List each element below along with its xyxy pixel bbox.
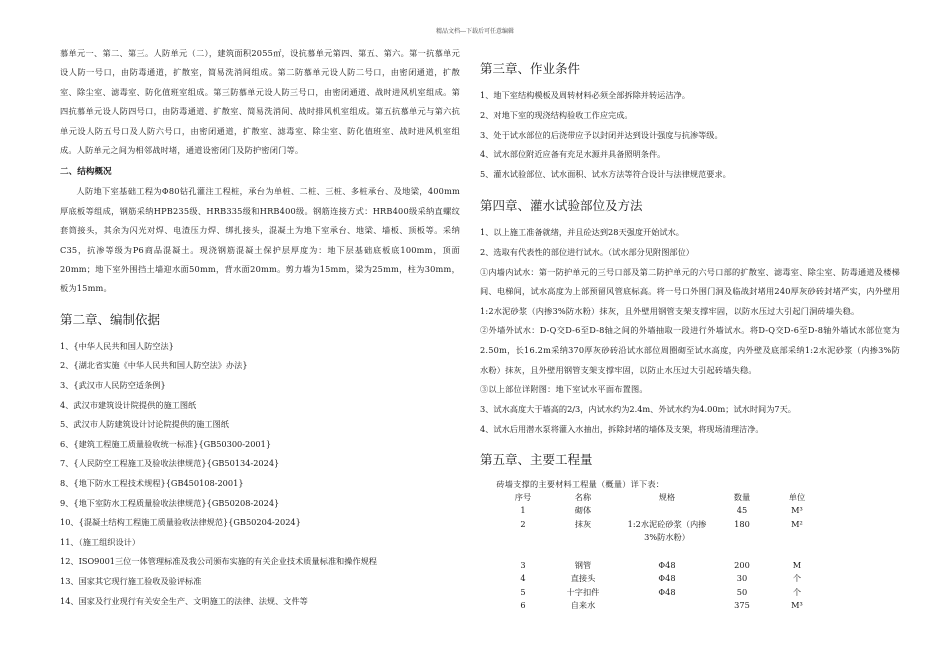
table-row — [502, 559, 822, 573]
list-item: 6、{建筑工程施工质量验收统一标准}{GB50300-2001} — [60, 438, 272, 449]
chapter-5-title: 第五章、主要工程量 — [480, 452, 593, 468]
table-cell: 5 — [520, 586, 526, 597]
materials-table — [502, 491, 822, 613]
table-cell: Φ48 — [658, 559, 676, 570]
table-row — [502, 504, 822, 518]
conditions-list — [480, 86, 900, 185]
table-cell: 2 — [520, 518, 526, 529]
column-header: 名称 — [574, 492, 592, 503]
table-cell: 十字扣件 — [566, 586, 600, 597]
structure-paragraph: 人防地下室基础工程为Φ80钻孔灌注工程桩，承台为单桩、二桩、三桩、多桩承台、及地梁，400mm厚底板等组成，钢筋采纳HPB235级、HRB335级和HRB400级。钢筋连接方式：HRB400级采纳直螺纹套筒接头，其余为闪光对焊、电渣压力焊、绑扎接头，混凝土为地下室承台、地梁、墙板、顶板等。采纳C35，抗渗等级为P6商品混凝土。现浇钢筋混凝土保护层厚度为：地下层基础底板底100mm，顶面20mm；地下室外围挡土墙迎水面50mm，背水面20mm。剪力墙为15mm，梁为25mm，柱为30mm，板为15mm。 — [60, 186, 460, 294]
table-cell: 3 — [520, 559, 526, 570]
method-outer-wall-paragraph: ②外墙外试水：D-Q交D-6至D-8轴之间的外墙抽取一段进行外墙试水。将D-Q交D-6至D-8轴外墙试水部位宽为2.50m，长16.2m采纳370厚灰砂砖沿试水部位周圈砌至试水高度，内外壁及底部采纳1:2水泥砂浆（内掺3%防水粉）抹灰，且外壁用钢管支架支撑牢固，以防止水压过大引起砖墙失稳。 — [480, 325, 900, 375]
column-header: 单位 — [788, 492, 806, 503]
table-cell: 375 — [734, 600, 750, 611]
list-item: 2、对地下室的现浇结构验收工作应完成。 — [480, 109, 633, 120]
list-item: 1、{中华人民共和国人防空法} — [60, 340, 174, 351]
method-list-continued — [480, 400, 900, 440]
list-item: 3、{武汉市人民防空适条例} — [60, 380, 166, 391]
table-cell: 钢管 — [574, 559, 592, 570]
list-item: 14、国家及行业现行有关安全生产、文明施工的法律、法规、文件等 — [60, 595, 308, 606]
list-item: 2、{湖北省实施《中华人民共和国人防空法》办法} — [60, 360, 248, 371]
right-column — [480, 44, 900, 613]
table-cell: 自来水 — [570, 600, 596, 611]
table-row — [502, 586, 822, 600]
table-cell: M — [792, 559, 802, 570]
table-cell: 200 — [734, 559, 750, 570]
table-cell: 个 — [792, 573, 802, 584]
list-item: 3、处于试水部位的后浇带应予以封闭并达到设计强度与抗渗等级。 — [480, 129, 723, 140]
table-cell: 个 — [792, 586, 802, 597]
table-cell: 6 — [520, 600, 526, 611]
list-item: 8、{地下防水工程技术规程}{GB450108-2001} — [60, 478, 244, 489]
section-structure-title: 二、结构概况 — [60, 167, 112, 178]
method-list — [480, 223, 900, 263]
table-cell — [622, 504, 712, 518]
list-item: 4、试水部位附近应备有充足水源并具备照明条件。 — [480, 149, 666, 160]
table-cell: M³ — [791, 505, 803, 516]
table-cell: 50 — [736, 586, 748, 597]
table-cell: 砌体 — [574, 505, 592, 516]
list-item: 9、{地下室防水工程质量验收法律规范}{GB50208-2024} — [60, 497, 280, 508]
table-cell: 1:2水泥砼砂浆（内掺3%防水粉） — [627, 518, 707, 543]
table-row — [502, 599, 822, 613]
table-cell: Φ48 — [658, 573, 676, 584]
list-item: 10、{混凝土结构工程施工质量验收法律规范}{GB50204-2024} — [60, 517, 301, 528]
page-header-note: 精品文档---下载后可任意编辑 — [435, 28, 515, 35]
list-item: 2、选取有代表性的部位进行试水。（试水部分见附图部位） — [480, 246, 694, 257]
table-row — [502, 572, 822, 586]
list-item: 3、试水高度大于墙高的2/3，内试水约为2.4m、外试水约为4.00m；试水时间为7天。 — [480, 403, 796, 414]
basis-list — [60, 337, 460, 611]
table-cell: M³ — [791, 600, 803, 611]
table-cell — [622, 599, 712, 613]
list-item: 7、{人民防空工程施工及验收法律规范}{GB50134-2024} — [60, 458, 280, 469]
list-item: 4、武汉市建筑设计院提供的施工图纸 — [60, 399, 197, 410]
chapter-2-title: 第二章、编制依据 — [60, 311, 161, 327]
column-header: 规格 — [658, 492, 676, 503]
table-row — [502, 518, 822, 559]
table-header-row — [502, 491, 822, 504]
list-item: 13、国家其它现行施工验收及验评标准 — [60, 576, 202, 586]
table-cell: 180 — [734, 518, 750, 529]
list-item: 1、地下室结构模板及周转材料必须全部拆除并转运洁净。 — [480, 90, 690, 100]
column-header: 数量 — [733, 492, 751, 503]
list-item: 4、试水后用潜水泵将灌入水抽出，拆除封堵的墙体及支架，将现场清理洁净。 — [480, 423, 764, 434]
table-cell: Φ48 — [658, 586, 676, 597]
table-cell: 4 — [520, 573, 526, 584]
list-item: 5、武汉市人防建筑设计讨论院提供的施工图纸 — [60, 419, 229, 430]
list-item: 12、ISO9001三位一体管理标准及我公司颁布实施的有关企业技术质量标准和操作规程 — [60, 556, 377, 567]
intro-paragraph: 慕单元一、第二、第三。人防单元（二），建筑面积2055㎡，设抗慕单元第四、第五、第六。第一抗慕单元设人防一号口，由防毒通道，扩散室，简易洗消间组成。第二防慕单元设人防二号口，由密闭通道，扩散室、除尘室、滤毒室、防化值班室组成。第三防慕单元设人防三号口，由密闭通道、战时进风机室组成。第四抗慕单元设人防四号口，由防毒通道、扩散室、简易洗消间、战时排风机室组成。第五抗慕单元与第六抗单元设人防五号口及人防六号口，由密闭通道，扩散室、滤毒室、除尘室、防化值班室、战时进风机室组成。人防单元之间为相邻战时堵，通道设密闭门及防护密闭门等。 — [60, 48, 460, 156]
table-cell: 抹灰 — [574, 518, 592, 529]
column-header: 序号 — [514, 492, 532, 503]
table-cell: M² — [791, 518, 803, 529]
method-inner-wall-paragraph: ①内墙内试水：第一防护单元的三号口部及第二防护单元的六号口部的扩散室、滤毒室、除尘室、防毒通道及楼梯间、电梯间，试水高度为上部预留风管底标高。将一号口外围门洞及临战封堵用240厚灰砂砖封堵严实，内外壁用1:2水泥砂浆（内掺3%防水粉）抹灰，且外壁用钢管支架支撑牢固，以防水压过大引起门洞砖墙失稳。 — [480, 266, 900, 316]
table-cell: 30 — [736, 573, 748, 584]
table-cell: 1 — [520, 505, 526, 516]
table-caption: 砖墙支撑的主要材料工程量（概量）详下表： — [496, 479, 665, 490]
list-item: 1、以上施工准备就绪，并且砼达到28天强度开始试水。 — [480, 226, 684, 237]
table-cell: 直接头 — [570, 573, 596, 584]
left-column — [60, 44, 460, 611]
list-item: 11、（施工组织设计） — [60, 536, 141, 547]
chapter-3-title: 第三章、作业条件 — [480, 61, 581, 76]
table-cell: 45 — [736, 505, 748, 516]
list-item: 5、灌水试验部位、试水面积、试水方法等符合设计与法律规范要求。 — [480, 169, 731, 180]
method-drawing-note: ③以上部位详附图：地下室试水平面布置图。 — [480, 384, 648, 395]
chapter-4-title: 第四章、灌水试验部位及方法 — [480, 197, 643, 213]
